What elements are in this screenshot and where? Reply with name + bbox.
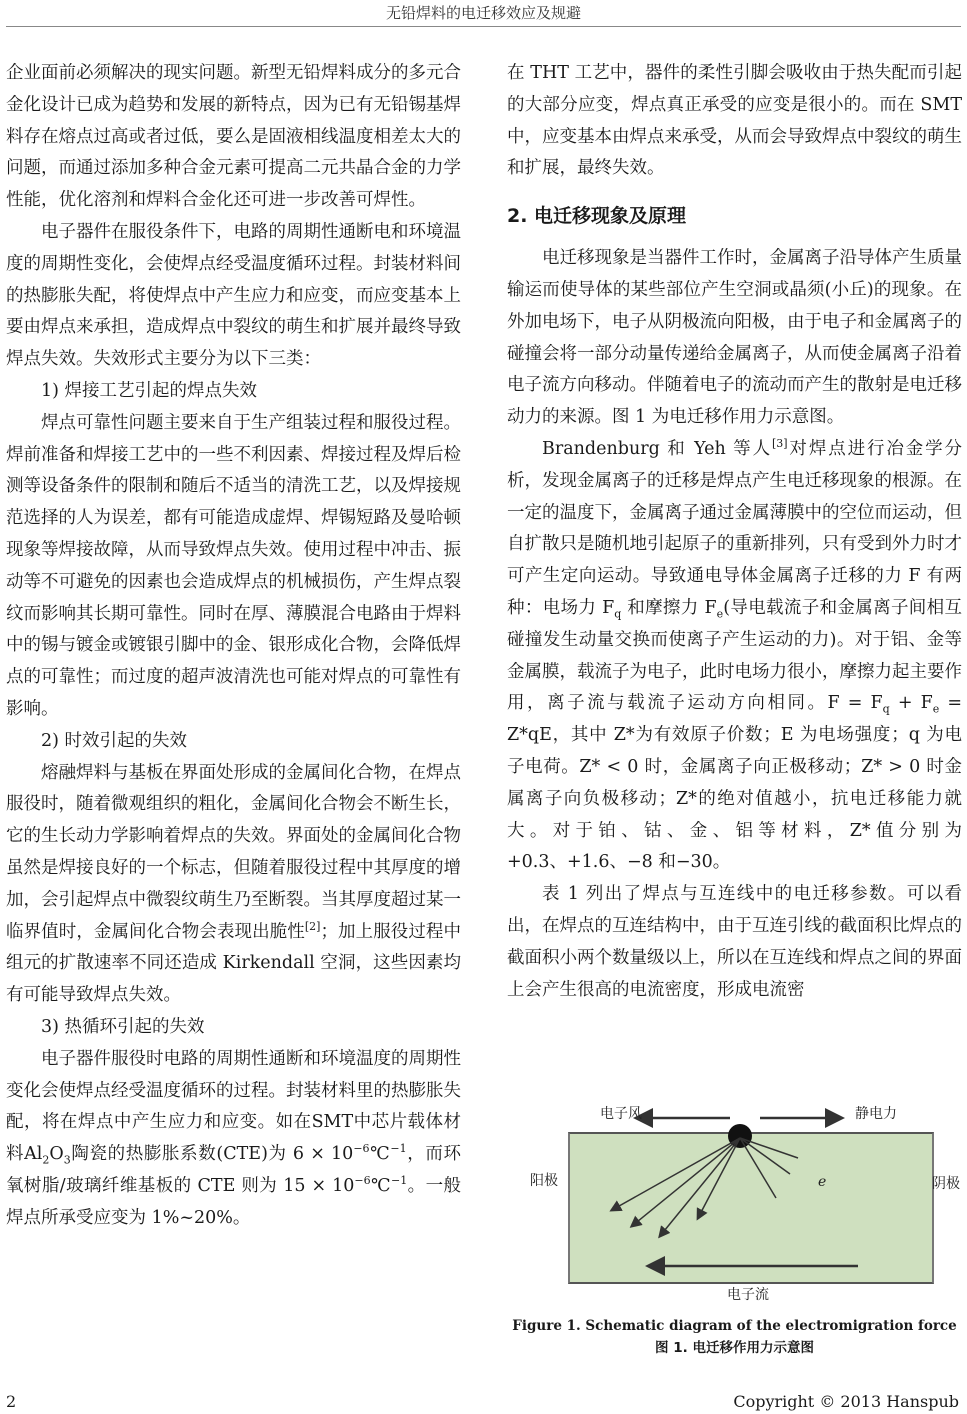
paragraph: 熔融焊料与基板在界面处形成的金属间化合物，在焊点服役时，随着微观组织的粗化，金属间化合物会不断生长，它的生长动力学影响着焊点的失效。界面处的金属间化合物虽然是焊接良好的一个标志，但随着服役过程中其厚度的增加，会引起焊点中微裂纹萌生乃至断裂。当其厚度超过某一临界值时，金属间化合物会表现出脆性[2]；加上服役过程中组元的扩散速率不同还造成 Kirkendall 空洞，这些因素均有可能导致焊点失效。 bbox=[6, 762, 462, 1006]
subheading: 1) 焊接工艺引起的焊点失效 bbox=[41, 380, 258, 401]
scatter-line bbox=[740, 1138, 798, 1158]
subheading: 3) 热循环引起的失效 bbox=[41, 1016, 205, 1037]
copyright: Copyright © 2013 Hanspub bbox=[733, 1392, 959, 1411]
citation-ref: [3] bbox=[771, 437, 788, 451]
section-title: 2. 电迁移现象及原理 bbox=[507, 205, 687, 228]
scatter-line bbox=[660, 1138, 740, 1236]
electromigration-figure bbox=[530, 1098, 960, 1308]
right-column bbox=[507, 58, 962, 1006]
header-rule bbox=[6, 26, 961, 27]
paragraph: Brandenburg 和 Yeh 等人[3]对焊点进行冶金学分析，发现金属离子的迁移是焊点产生电迁移现象的根源。在一定的温度下，金属离子通过金属薄膜中的空位而运动，但自扩散只是随机地引起原子的重新排列，只有受到外力时才可产生定向运动。导致通电导体金属离子迁移的力 F 有两种：电场力 $F_q$ 和摩擦力 $F_e$(导电载流子和金属离子间相互碰撞发生动量交换而使离子产生运动的力)。对于铝、金等金属膜，载流子为电子，此时电场力很小，摩擦力起主要作用，离子流与载流子运动方向相同。$F = F_q + F_e = Z*qE$，其中 Z*为有效原子价数；E 为电场强度；q 为电子电荷。Z* < 0 时，金属离子向正极移动；Z* > 0 时金属离子向负极移动；Z*的绝对值越小，抗电迁移能力就大。对于铂、钴、金、铝等材料，Z*值分别为+0.3、+1.6、−8 和−30。 bbox=[507, 437, 962, 873]
scatter-line bbox=[740, 1138, 790, 1174]
cathode-label: 阴极 bbox=[932, 1176, 960, 1192]
running-header: 无铅焊料的电迁移效应及规避 bbox=[385, 4, 581, 22]
paragraph: 电子器件服役时电路的周期性通断和环境温度的周期性变化会使焊点经受温度循环的过程。封装材料里的热膨胀失配，将在焊点中产生应力和应变。如在SMT中芯片载体材料$Al_2O_3$陶瓷的热膨胀系数(CTE)为 $6 \times 10^{-6}℃^{-1}$，而环氧树脂/玻璃纤维基板的 CTE 则为 $15 \times 10^{-6}℃^{-1}$。一般焊点所承受应变为 1%~20%。 bbox=[6, 1048, 462, 1228]
left-column bbox=[6, 58, 461, 1234]
paragraph: 电子器件在服役条件下，电路的周期性通断电和环境温度的周期性变化，会使焊点经受温度循环过程。封装材料间的热膨胀失配，将使焊点中产生应力和应变，而应变基本上要由焊点来承担，造成焊点中裂纹的萌生和扩展并最终导致焊点失效。失效形式主要分为以下三类： bbox=[6, 221, 461, 370]
subheading: 2) 时效引起的失效 bbox=[41, 730, 188, 751]
force-diagram-svg bbox=[540, 1098, 960, 1308]
paragraph: 在 THT 工艺中，器件的柔性引脚会吸收由于热失配而引起的大部分应变，焊点真正承受的应变是很小的。而在 SMT 中，应变基本由焊点来承受，从而会导致焊点中裂纹的萌生和扩展，最终失效。 bbox=[507, 63, 962, 179]
scatter-line bbox=[740, 1138, 776, 1198]
electron-flow-label: 电子流 bbox=[727, 1287, 769, 1303]
figure-caption-en: Figure 1. Schematic diagram of the electromigration force bbox=[512, 1318, 957, 1334]
paragraph: 表 1 列出了焊点与互连线中的电迁移参数。可以看出，在焊点的互连结构中，由于互连引线的截面积比焊点的截面积小两个数量级以上，所以在互连线和焊点之间的界面上会产生很高的电流密度，形成电流密 bbox=[507, 884, 962, 1000]
paragraph: 企业面前必须解决的现实问题。新型无铅焊料成分的多元合金化设计已成为趋势和发展的新特点，因为已有无铅锡基焊料存在熔点过高或者过低，要么是固液相线温度相差太大的问题，而通过添加多种合金元素可提高二元共晶合金的力学性能，优化溶剂和焊料合金化还可进一步改善可焊性。 bbox=[6, 63, 461, 211]
electron-wind-label: 电子风 bbox=[600, 1106, 642, 1122]
paragraph: 电迁移现象是当器件工作时，金属离子沿导体产生质量输运而使导体的某些部位产生空洞或晶须(小丘)的现象。在外加电场下，电子从阴极流向阳极，由于电子和金属离子的碰撞会将一部分动量传递给金属离子，从而使金属离子沿着电子流方向移动。伴随着电子的流动而产生的散射是电迁移动力的来源。图 1 为电迁移作用力示意图。 bbox=[507, 248, 962, 428]
paragraph: 焊点可靠性问题主要来自于生产组装过程和服役过程。焊前准备和焊接工艺中的一些不利因素、焊接过程及焊后检测等设备条件的限制和随后不适当的清洗工艺，以及焊接规范选择的人为误差，都有可能造成虚焊、焊锡短路及曼哈顿现象等焊接故障，从而导致焊点失效。使用过程中冲击、振动等不可避免的因素也会造成焊点的机械损伤，产生焊点裂纹而影响其长期可靠性。同时在厚、薄膜混合电路由于焊料中的锡与镀金或镀银引脚中的金、银形成化合物，会降低焊点的可靠性；而过度的超声波清洗也可能对焊点的可靠性有影响。 bbox=[6, 412, 461, 719]
scatter-line bbox=[632, 1138, 740, 1226]
anode-label: 阳极 bbox=[530, 1173, 558, 1189]
page-number: 2 bbox=[6, 1392, 17, 1411]
static-force-label: 静电力 bbox=[855, 1106, 897, 1122]
electron-label: e bbox=[818, 1174, 827, 1190]
figure-caption-zh: 图 1. 电迁移作用力示意图 bbox=[655, 1340, 814, 1356]
citation-ref: [2] bbox=[304, 919, 321, 933]
